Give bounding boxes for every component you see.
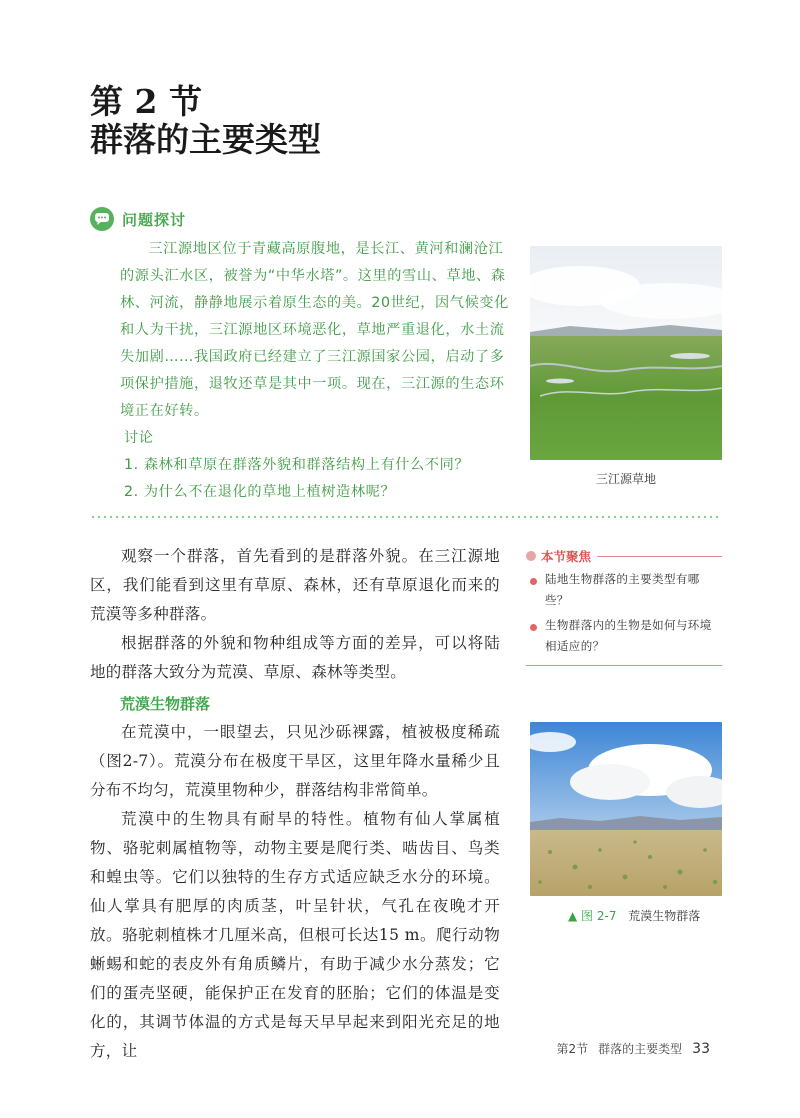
section-divider (90, 514, 720, 520)
desert-text (90, 718, 500, 1066)
grassland-photo (530, 246, 722, 460)
discussion-label: 讨论 (124, 430, 154, 446)
section-focus-box (526, 547, 722, 666)
figure-caption: 荒漠生物群落 (628, 909, 701, 923)
focus-rule (597, 556, 722, 557)
focus-item: 生物群落内的生物是如何与环境相适应的？ (526, 615, 722, 657)
inquiry-paragraph: 三江源地区位于青藏高原腹地，是长江、黄河和澜沧江的源头汇水区，被誉为“中华水塔”。这里的雪山、草地、森林、河流，静静地展示着原生态的美。20世纪，因气候变化和人为干扰，三江源地区环境恶化，草地严重退化，水土流失加剧……我国政府已经建立了三江源国家公园，启动了多项保护措施，退牧还草是其中一项。现在，三江源的生态环境正在好转。 (120, 241, 509, 419)
footer-title: 群落的主要类型 (598, 1042, 683, 1056)
intro-text (90, 542, 500, 687)
discussion-question: 1. 森林和草原在群落外貌和群落结构上有什么不同？ (124, 457, 470, 473)
footer-section: 第2节 (556, 1042, 589, 1056)
bullet-icon (530, 624, 537, 631)
section-title: 群落的主要类型 (90, 120, 321, 159)
desert-figure-caption (568, 907, 738, 924)
inquiry-header (90, 206, 186, 232)
grassland-caption: 三江源草地 (595, 472, 656, 486)
desert-paragraph: 荒漠中的生物具有耐旱的特性。植物有仙人掌属植物、骆驼刺属植物等，动物主要是爬行类、啮齿目、鸟类和蝗虫等。它们以独特的生存方式适应缺乏水分的环境。仙人掌具有肥厚的肉质茎，叶呈针状，气孔在夜晚才开放。骆驼刺植株才几厘米高，但根可长达15 m。爬行动物蜥蜴和蛇的表皮外有角质鳞片，有助于减少水分蒸发；它们的蛋壳坚硬，能保护正在发育的胚胎；它们的体温是变化的，其调节体温的方式是每天早早起来到阳光充足的地方，让 (90, 810, 500, 1060)
desert-heading: 荒漠生物群落 (120, 695, 211, 713)
focus-item: 陆地生物群落的主要类型有哪些？ (526, 569, 722, 611)
desert-photo (530, 722, 722, 896)
page-footer (557, 1040, 710, 1057)
inquiry-body (120, 236, 510, 506)
focus-bottom-rule (526, 665, 722, 666)
focus-dot-icon (526, 551, 536, 561)
bullet-icon (530, 578, 537, 585)
desert-paragraph: 在荒漠中，一眼望去，只见沙砾裸露，植被极度稀疏（图2-7）。荒漠分布在极度干旱区，这里年降水量稀少且分布不均匀，荒漠里物种少，群落结构非常简单。 (90, 723, 500, 799)
discussion-question: 2. 为什么不在退化的草地上植树造林呢？ (124, 484, 396, 500)
page-number: 33 (692, 1041, 710, 1057)
section-number: 第 2 节 (90, 82, 202, 121)
intro-paragraph: 根据群落的外貌和物种组成等方面的差异，可以将陆地的群落大致分为荒漠、草原、森林等类型。 (90, 634, 500, 681)
figure-label: ▲ 图 2-7 (568, 909, 617, 923)
inquiry-label: 问题探讨 (122, 210, 187, 229)
focus-title: 本节聚焦 (541, 549, 592, 564)
speech-bubble-icon (90, 207, 114, 231)
intro-paragraph: 观察一个群落，首先看到的是群落外貌。在三江源地区，我们能看到这里有草原、森林，还有草原退化而来的荒漠等多种群落。 (90, 547, 500, 623)
